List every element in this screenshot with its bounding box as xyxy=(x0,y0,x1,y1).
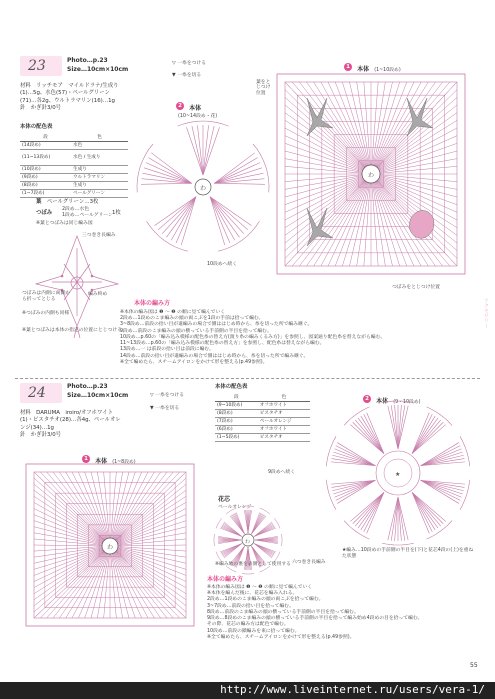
table-cell: オフホワイト xyxy=(258,401,310,409)
table-cell: ペールオレンジ xyxy=(258,417,310,425)
howto-title-23: 本体の編み方 xyxy=(134,300,171,307)
photo-ref: Photo…p.23 xyxy=(67,57,108,64)
howto-line: 9段め…前段のこま編みの頭の横っている手前側の半目を拾って編む。 xyxy=(120,328,272,334)
attach-icon: ▽ xyxy=(172,61,178,66)
page-number: 55 xyxy=(470,662,478,669)
howto-line: 10段め…p.60の「編み込み模様の配色糸の替え方(渡り糸の編みくるみ方)」を参照し、図案通り配色糸を替えながら編む。 xyxy=(120,334,386,340)
legend-cut: ▼ 一糸を切る xyxy=(150,406,180,411)
bud-count: 1枚 xyxy=(112,210,121,216)
bud-note: ※葉とつぼみは同じ編み図 xyxy=(36,221,93,226)
flower-chart-23 xyxy=(128,110,278,265)
table-cell: (1~5段め) xyxy=(215,433,258,441)
howto-line: 8段め…前段のこま編みの頭の横っている手前側の半目を拾って編む。 xyxy=(207,609,359,615)
howto-line: 9段め…8段めのこま編みの頭の横っている手前側の半目を拾って編み始め4段めの目を拾って編む。 xyxy=(207,616,423,622)
howto-block-24 xyxy=(207,585,477,641)
table-cell: (9~10段め) xyxy=(215,401,258,409)
color-table-title: 本体の配色表 xyxy=(20,124,53,130)
flower-chart-24 xyxy=(323,398,473,548)
step-2-icon: 2 xyxy=(363,395,371,403)
color-table xyxy=(20,133,128,198)
table-header: 色 xyxy=(71,133,128,141)
table-header: 色 xyxy=(258,393,310,401)
step-2-icon: 2 xyxy=(176,102,184,110)
body-square-title: 1 本体 (1~10段め) xyxy=(344,56,401,75)
materials-line: 針 かぎ針3/0号 xyxy=(20,104,62,111)
table-cell: (14段め) xyxy=(20,141,71,149)
square-chart-24 xyxy=(22,460,198,630)
knit-side-note: ※編み地の裏を表側として使用する xyxy=(215,562,291,567)
svg-text:わ: わ xyxy=(245,539,251,545)
howto-block-23 xyxy=(120,310,460,366)
footer-bar xyxy=(0,682,495,699)
star-note: ★編み…10段めの手前側の半目を(下)と花芯4段の(上)を重ねた状態 xyxy=(342,548,474,560)
side-tab-label: アクセサリー xyxy=(483,298,489,328)
materials-line: 材料 DARUMA iroiro/オフホワイト xyxy=(20,410,113,416)
materials-line: 材料 リッチモア マイルドラナ/生成り xyxy=(20,83,119,89)
footer-url[interactable]: http://www.liveinternet.ru/users/vera-1/ xyxy=(220,683,485,696)
table-header: 段 xyxy=(20,133,71,141)
square-chart-23 xyxy=(271,68,471,280)
materials-line: (1)…5g、水色(57)・ペールグリーン xyxy=(20,90,110,97)
table-cell: (11~13段め) xyxy=(20,149,71,165)
size-ref: Size…10cm×10cm xyxy=(67,66,129,73)
color-table-title: 本体の配色表 xyxy=(215,384,248,390)
size-ref: Size…10cm×10cm xyxy=(67,392,129,399)
center-title: 花芯 ペールオレンジ xyxy=(218,496,252,510)
legend-attach: ▽ 一糸をつける xyxy=(172,61,207,66)
howto-line: 11~13段め…p.60の「編み込み模様の配色糸の替え方」を参照し、配色糸は替えながら編む。 xyxy=(120,341,325,347)
legend-attach: ▽ 一糸をつける xyxy=(150,393,185,398)
table-cell: 水色 xyxy=(71,141,128,149)
pattern-number-badge: 23 xyxy=(20,56,62,76)
table-cell: (6段め) xyxy=(215,425,258,433)
attach-note: ※葉とつぼみは本体の指定の位置にとじつける xyxy=(22,328,122,333)
svg-text:わ: わ xyxy=(107,544,114,551)
knit-end-label: 編み終め xyxy=(88,292,108,297)
color-table xyxy=(215,393,310,442)
table-cell: オフホワイト xyxy=(258,425,310,433)
bud-wrap-note: つぼみは内側に両側から折ってとじる xyxy=(22,291,70,303)
materials-line: (71)…各2g、ウルトラマリン(16)…1g xyxy=(20,97,115,104)
table-cell: (8段め) xyxy=(20,181,71,189)
step-1-icon: 1 xyxy=(344,63,352,71)
howto-line: 3~8段め…前段の拾い目が違編みの場合で側ははじめ時から、糸を切った所で編み継ぐ。 xyxy=(120,322,313,328)
howto-line: ※全て編めたら、スチームアイロンをかけて形を整える(p.49参照)。 xyxy=(120,359,268,365)
howto-line: ※本体の編み図は ❶ ～ ❷ の順に見て編んでいく xyxy=(207,585,313,590)
howto-line: 2段め…1段めのこま編みの頭の両こぶを拾って編む。 xyxy=(207,597,324,603)
attach-icon: ▽ xyxy=(150,393,156,398)
continue-note-24: 9段めへ続く xyxy=(268,470,296,475)
materials-line: 針 かぎ針3/0号 xyxy=(20,431,62,438)
table-cell: ウルトラマリン xyxy=(71,173,128,181)
howto-line: 3~7段め…前段の拾い目を拾って編む。 xyxy=(207,603,294,609)
table-cell: (10段め) xyxy=(20,165,71,173)
table-cell: 生成り xyxy=(71,181,128,189)
legend-cut: ▼ 一糸を切る xyxy=(172,73,202,78)
triple-stitch-label: 三つ巻き長編み xyxy=(82,233,116,238)
howto-line: 2段め…1段めのこま編みの頭の両こぶを1段の手前は拾って編む。 xyxy=(120,316,264,322)
materials-block xyxy=(20,410,121,439)
table-header: 段 xyxy=(215,393,258,401)
table-cell: ピスタチオ xyxy=(258,433,310,441)
bud-inside-note: ※つぼみの内側も同様 xyxy=(22,311,70,316)
table-cell: (7段め) xyxy=(215,417,258,425)
pattern-number-badge: 24 xyxy=(20,383,62,403)
section-divider xyxy=(15,378,480,379)
bud-info: 2段め…水色 1段め…ペールグリーン xyxy=(62,207,113,219)
howto-line: ※全て編めたら、スチームアイロンをかけて形を整える(p.49参照)。 xyxy=(207,634,355,640)
table-cell: (8段め) xyxy=(215,409,258,417)
table-cell: (1~7段め) xyxy=(20,189,71,197)
howto-line: 10段め…前段の鎖編みを束に拾って編む。 xyxy=(207,628,300,634)
body-flower-title: 2 本体 (9・10段め) xyxy=(363,388,421,407)
table-cell: ピスタチオ xyxy=(258,409,310,417)
cut-icon: ▼ xyxy=(150,406,156,411)
cut-icon: ▼ xyxy=(172,73,178,78)
step-1-icon: 1 xyxy=(82,455,90,463)
howto-line: ※本体の編み図は ❶ ～ ❷ の順に見て編んでいく xyxy=(120,310,226,315)
materials-line: ンジ(34)…1g xyxy=(20,424,54,431)
continue-note-23: 10段めへ続く xyxy=(207,262,238,267)
svg-text:★: ★ xyxy=(395,471,401,478)
body-flower-title: 2 本体 (10~14段め・花) xyxy=(178,102,218,119)
svg-text:わ: わ xyxy=(200,185,207,192)
leaf-label: 葉 ペールグリーン…3枚 xyxy=(36,199,99,205)
bud-label: つぼみ xyxy=(36,210,53,216)
materials-line: (1)・ピスタチオ(28)…各4g、ペールオレ xyxy=(20,417,121,424)
materials-block xyxy=(20,83,119,112)
bud-position-label: つぼみをとじつけ位置 xyxy=(392,285,440,290)
table-cell: ペールグリーン xyxy=(71,189,128,197)
table-cell: 生成り xyxy=(71,165,128,173)
howto-line: その際、花芯の編み方は配色で編む。 xyxy=(207,622,289,628)
howto-line: 14段め…前段の拾い目が違編みの場合で側ははじめ時から、糸を切った所で編み継ぐ。 xyxy=(120,353,309,359)
leaf-position-label: 葉をとじつけ位置 xyxy=(256,80,271,96)
svg-text:わ: わ xyxy=(368,172,375,179)
body-square-title: 1 本体 (1~8段め) xyxy=(82,448,136,467)
howto-title-24: 本体の編み方 xyxy=(207,576,244,583)
six-wrap-label: 六つ巻き長編み xyxy=(292,560,326,565)
table-cell: 水色 / 生成り xyxy=(71,149,128,165)
table-cell: (9段め) xyxy=(20,173,71,181)
howto-line: 13段め…一 は前段の拾い目は前段に編む。 xyxy=(120,347,214,353)
photo-ref: Photo…p.23 xyxy=(67,383,108,390)
howto-line: ※本体を編んだ後に、花芯を編み入れる。 xyxy=(207,591,298,597)
